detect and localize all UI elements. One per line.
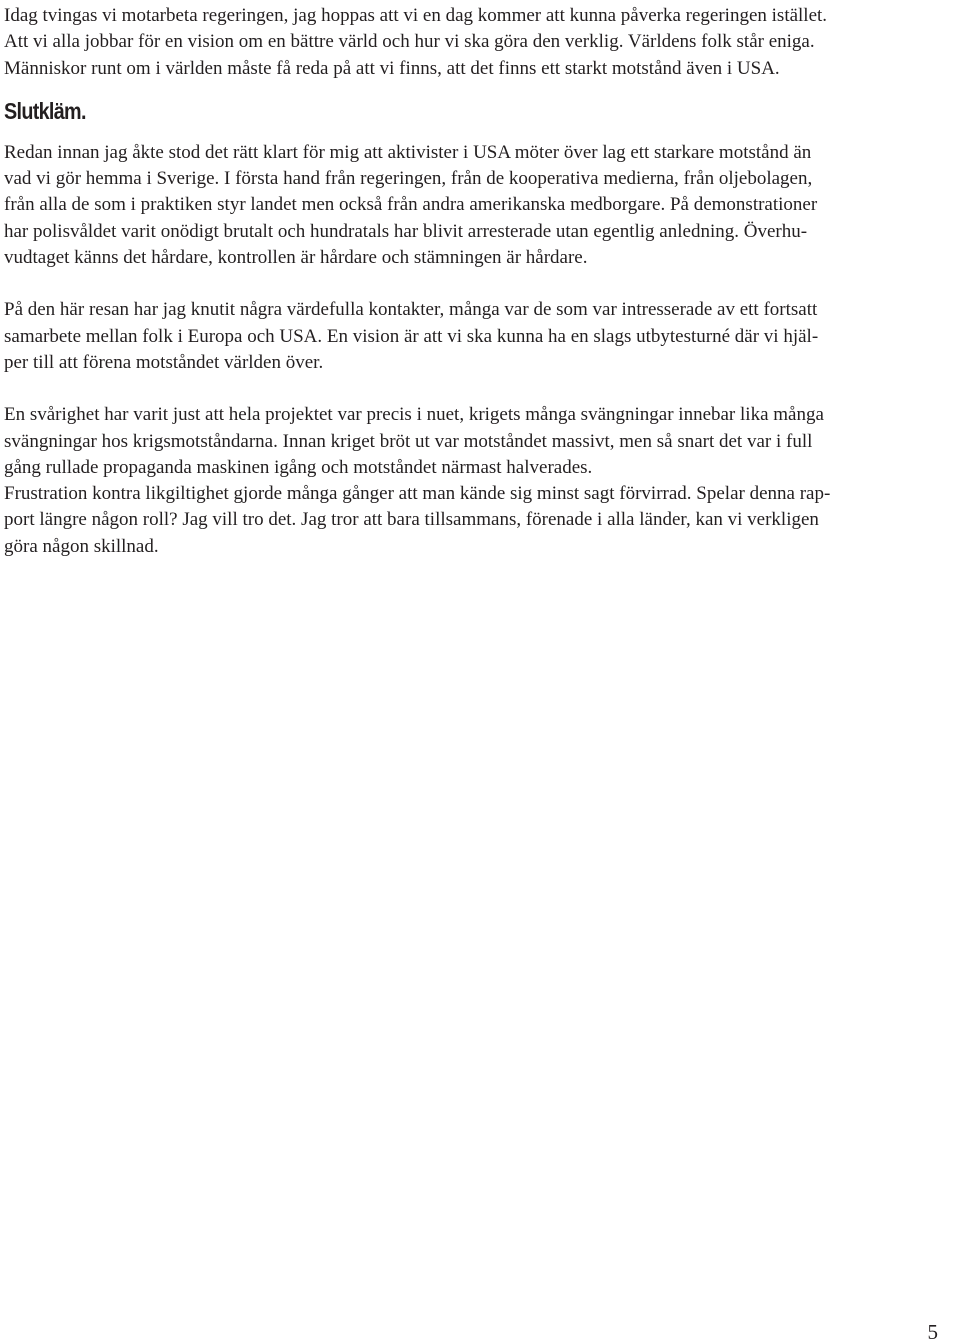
text-line: På den här resan har jag knutit några värdefulla kontakter, många var de som var intresserade av ett fortsatt: [4, 299, 818, 321]
page-number: 5: [927, 1320, 938, 1344]
document-page: [4, 3, 954, 560]
paragraph-gap: [4, 376, 954, 402]
section-heading: Slutkläm.: [4, 97, 86, 124]
paragraph-1: [4, 140, 954, 271]
text-line: samarbete mellan folk i Europa och USA. En vision är att vi ska kunna ha en slags utbytesturné där vi hjäl-: [4, 325, 819, 347]
paragraph-3: [4, 402, 954, 481]
text-line: från alla de som i praktiken styr landet men också från andra amerikanska medborgare. På demonstrationer: [4, 194, 818, 216]
paragraph-2: [4, 297, 954, 376]
section-heading-wrapper: [4, 82, 954, 140]
text-line: har polisvåldet varit onödigt brutalt och hundratals har blivit arresterade utan egentlig anledning. Överhu-: [4, 220, 808, 242]
text-line: vad vi gör hemma i Sverige. I första hand från regeringen, från de kooperativa medierna, från oljebolagen,: [4, 168, 813, 190]
paragraph-4: [4, 481, 954, 560]
text-line: Människor runt om i världen måste få reda på att vi finns, att det finns ett starkt motstånd även i USA.: [4, 57, 780, 79]
text-line: Redan innan jag åkte stod det rätt klart för mig att aktivister i USA möter över lag ett starkare motstånd än: [4, 141, 812, 163]
text-line: per till att förena motståndet världen över.: [4, 351, 324, 373]
paragraph-gap: [4, 271, 954, 297]
text-line: svängningar hos krigsmotståndarna. Innan kriget bröt ut var motståndet massivt, men så snart det var i full: [4, 430, 813, 452]
text-line: gång rullade propaganda maskinen igång och motståndet närmast halverades.: [4, 456, 593, 478]
text-line: Att vi alla jobbar för en vision om en bättre värld och hur vi ska göra den verklig. Världens folk står eniga.: [4, 31, 815, 53]
text-line: Frustration kontra likgiltighet gjorde många gånger att man kände sig minst sagt förvirrad. Spelar denna rap-: [4, 483, 831, 505]
text-line: vudtaget känns det hårdare, kontrollen är hårdare och stämningen är hårdare.: [4, 247, 588, 269]
text-line: Idag tvingas vi motarbeta regeringen, jag hoppas att vi en dag kommer att kunna påverka regeringen istället.: [4, 5, 828, 26]
text-line: En svårighet har varit just att hela projektet var precis i nuet, krigets många svängningar innebar lika många: [4, 404, 824, 426]
text-line: göra någon skillnad.: [4, 535, 159, 557]
intro-paragraph: [4, 3, 954, 82]
text-line: port längre någon roll? Jag vill tro det. Jag tror att bara tillsammans, förenade i alla länder, kan vi verkligen: [4, 509, 819, 531]
